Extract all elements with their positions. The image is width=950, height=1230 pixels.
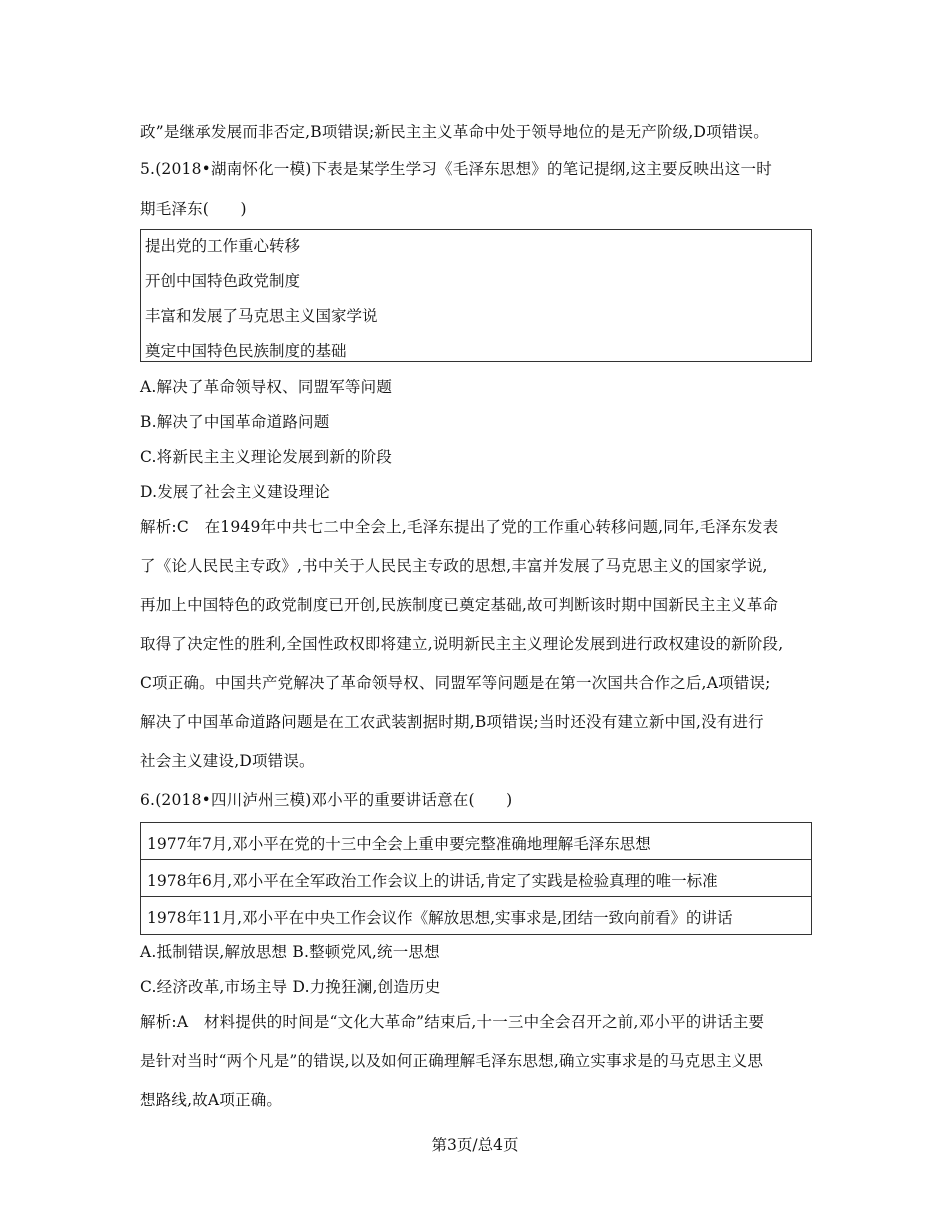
question-5-analysis-line: 了《论人民民主专政》,书中关于人民民主专政的思想,丰富并发展了马克思主义的国家学说, [140, 557, 768, 575]
intro-line: 政”是继承发展而非否定,B项错误;新民主主义革命中处于领导地位的是无产阶级,D项错误。 [140, 123, 769, 141]
question-6-analysis-line: 解析:A 材料提供的时间是“文化大革命”结束后,十一三中全会召开之前,邓小平的讲话主要 [140, 1013, 765, 1031]
question-6-table-row: 1978年11月,邓小平在中央工作会议作《解放思想,实事求是,团结一致向前看》的讲话 [147, 909, 733, 927]
question-5-stem-line-2: 期毛泽东( ) [140, 200, 247, 218]
question-6-table-row: 1978年6月,邓小平在全军政治工作会议上的讲话,肯定了实践是检验真理的唯一标准 [141, 860, 811, 897]
question-6-table-row: 1977年7月,邓小平在党的十三中全会上重申要完整准确地理解毛泽东思想 [141, 823, 811, 860]
page-footer: 第3页/总4页 [431, 1136, 519, 1154]
question-5-analysis-line: 社会主义建设,D项错误。 [140, 752, 315, 770]
question-5-analysis-line: 解决了中国革命道路问题是在工农武装割据时期,B项错误;当时还没有建立新中国,没有进行 [140, 713, 764, 731]
question-5-table-item: 开创中国特色政党制度 [145, 272, 301, 290]
question-5-analysis-line: 再加上中国特色的政党制度已开创,民族制度已奠定基础,故可判断该时期中国新民主主义革命 [140, 596, 779, 614]
question-6-options-line-2: C.经济改革,市场主导 D.力挽狂澜,创造历史 [140, 978, 441, 996]
question-6-stem: 6.(2018•四川泸州三模)邓小平的重要讲话意在( ) [140, 791, 513, 809]
question-5-option-c: C.将新民主主义理论发展到新的阶段 [140, 448, 393, 466]
question-6-analysis-line: 想路线,故A项正确。 [140, 1091, 283, 1109]
question-5-analysis-line: 取得了决定性的胜利,全国性政权即将建立,说明新民主主义理论发展到进行政权建设的新阶段, [140, 635, 784, 653]
question-5-analysis-line: 解析:C 在1949年中共七二中全会上,毛泽东提出了党的工作重心转移问题,同年,毛泽东发表 [140, 518, 779, 536]
question-6-table [140, 822, 812, 935]
question-5-table-item: 提出党的工作重心转移 [145, 237, 301, 255]
question-5-table-item: 丰富和发展了马克思主义国家学说 [145, 307, 378, 325]
question-5-analysis-line: C项正确。中国共产党解决了革命领导权、同盟军等问题是在第一次国共合作之后,A项错误; [140, 674, 771, 692]
question-6-analysis-line: 是针对当时“两个凡是”的错误,以及如何正确理解毛泽东思想,确立实事求是的马克思主义思 [140, 1052, 764, 1070]
question-5-option-a: A.解决了革命领导权、同盟军等问题 [140, 378, 393, 396]
question-5-option-d: D.发展了社会主义建设理论 [140, 483, 330, 501]
question-5-table [140, 229, 812, 362]
question-5-stem-line-1: 5.(2018•湖南怀化一模)下表是某学生学习《毛泽东思想》的笔记提纲,这主要反映出这一时 [140, 160, 772, 178]
question-5-table-item: 奠定中国特色民族制度的基础 [145, 342, 347, 360]
question-5-option-b: B.解决了中国革命道路问题 [140, 413, 330, 431]
question-6-options-line-1: A.抵制错误,解放思想 B.整顿党风,统一思想 [140, 943, 440, 961]
